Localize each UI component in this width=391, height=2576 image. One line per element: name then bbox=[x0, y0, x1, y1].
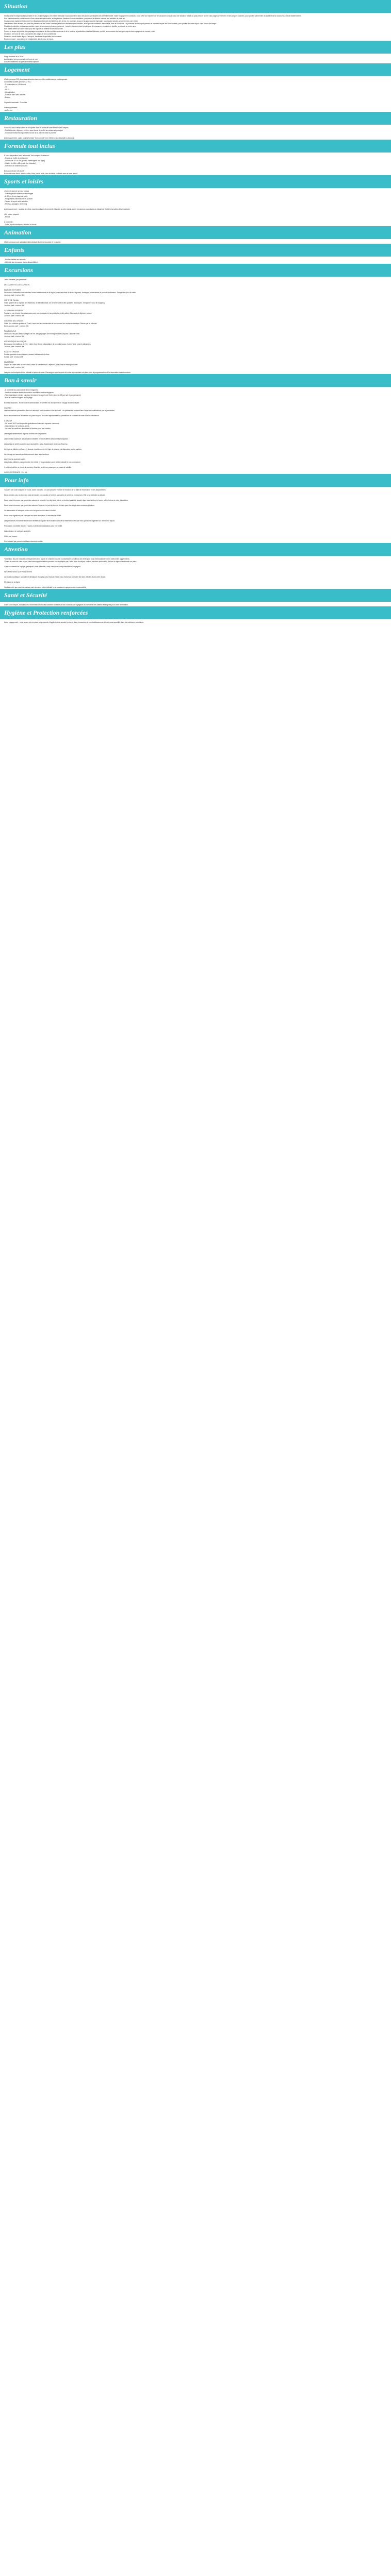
section-body-restauration bbox=[0, 127, 391, 140]
paragraph: Tous les prix sont indiqués en euros, taxes incluses. Les prix peuvent évoluer en fonction de la date de réservation et des disponibilités. bbox=[4, 489, 106, 491]
section-body-excursions bbox=[0, 279, 391, 374]
paragraph: AUTHENTIQUE MAJORQUE bbox=[4, 341, 27, 343]
paragraph: Environnement : zone calme et résidentielle, idéale pour le repos. bbox=[4, 38, 54, 40]
paragraph: La situation politique, sanitaire et climatique d'un pays peut évoluer. Nous vous invitons à consulter les sites officiels avant votre départ. bbox=[4, 576, 106, 578]
paragraph: - Les animaux ne sont pas admis. bbox=[4, 425, 30, 427]
paragraph: Nos hôtels offrent un cadre idéal pour les séjours de détente et de découverte. bbox=[4, 28, 63, 30]
paragraph: • En option payante bbox=[4, 213, 19, 215]
section-title-situation: Situation bbox=[0, 0, 391, 13]
paragraph: Le linge de toilette est fourni et changé régulièrement. Le linge de piscine est disponible contre caution. bbox=[4, 448, 82, 450]
section-title-securite: Santé et Sécurité bbox=[0, 589, 391, 602]
section-title-sports: Sports et loisirs bbox=[0, 175, 391, 188]
section-body-logement bbox=[0, 78, 391, 112]
paragraph: PRÉCISION IMPORTANTE : bbox=[4, 459, 26, 461]
paragraph: Veuillez noter que ces informations sont données à titre indicatif et ne sauraient engager notre responsabilité. bbox=[4, 586, 87, 588]
paragraph: - À 300 m d'une plage de sable bbox=[4, 195, 28, 197]
paragraph: Nous vous signalons que l'aéroport est situé à environ 30 minutes de l'hôtel. bbox=[4, 515, 62, 517]
paragraph: VISITE DE PALMA bbox=[4, 299, 19, 301]
paragraph: Les cartes de crédit suivantes sont acceptées : Visa, Mastercard, American Express. bbox=[4, 443, 68, 445]
paragraph: - Fitness, aquagym, stretching bbox=[4, 203, 27, 205]
paragraph: Avec supplément, optez pour la formule "tout compris" (en référence au descriptif ci-dessous). bbox=[4, 137, 75, 139]
paragraph: - Climatisation bbox=[4, 91, 15, 93]
paragraph: Journée, tarif : environ 35€ bbox=[4, 294, 25, 296]
paragraph: Prix indicatif par personne et base chambre double. bbox=[4, 540, 43, 543]
paragraph: Les informations présentées dans ce descriptif sont données à titre indicatif. Les prestations peuvent faire l'objet de modifications par le prestataire. bbox=[4, 410, 115, 412]
paragraph: - Programme d'animations en journée bbox=[4, 198, 33, 200]
paragraph: * Attention, les prix indiqués correspondent à un séjour en chambre double. Consultez les conditions de vente pour plus d'informations sur les tarifs et les suppléments. bbox=[4, 558, 130, 560]
paragraph: Avant votre départ, consultez les recommandations des autorités sanitaires et les conseils aux voyageurs du ministère des Affaires étrangères pour votre destination. bbox=[4, 604, 128, 606]
paragraph: L'hôtel propose 290 chambres décorées dans un style méditerranéen contemporain. bbox=[4, 78, 68, 80]
section-body-sports bbox=[0, 190, 391, 226]
paragraph: Les centres-villes animés, les ports de plaisance et les zones commerçantes sont facilement accessibles, ainsi que de nombreux restaurants, bars et boutiques. La proximité de l'aéroport permet un transfert rapide dès votre arrivée, pour profiter de votre séjour sans perdre de temps. bbox=[4, 23, 217, 25]
paragraph: Demi-journée, tarif : environ 40€ bbox=[4, 325, 29, 327]
paragraph: Distance : accès facile depuis l'aéroport, transferts disponibles sur demande. bbox=[4, 36, 62, 38]
paragraph: Journée, tarif : environ 60€ bbox=[4, 366, 25, 368]
paragraph: Nous vous informons que, pour des raisons d'hygiène, le port du bonnet de bain peut être exigé dans certaines piscines. bbox=[4, 504, 95, 506]
paragraph: Visite des célèbres grottes du Drach, avec ses lacs souterrains et son concert de musique classique. Retour par la côte est. bbox=[4, 323, 97, 325]
paragraph: - Grande piscine extérieure aménagée bbox=[4, 193, 34, 195]
paragraph: - Accès à certaines installations selon conditions météorologiques bbox=[4, 392, 54, 394]
section-title-attention: Attention bbox=[0, 543, 391, 556]
paragraph: L'hôtel propose une animation internationale légère en journée et en soirée. bbox=[4, 241, 61, 243]
hotel-description-page bbox=[0, 0, 391, 629]
paragraph: MAJORQUE bbox=[4, 361, 14, 363]
paragraph: Tarifs indicatifs, par personne bbox=[4, 279, 26, 281]
paragraph: - Lit bébé (sur demande, selon disponibilités) bbox=[4, 261, 38, 263]
section-title-plage: Les plus bbox=[0, 41, 391, 54]
paragraph: Les animaux ne sont pas acceptés. bbox=[4, 530, 31, 532]
paragraph: Personnes à mobilité réduite : l'accès à certaines installations peut être limité. bbox=[4, 525, 63, 527]
paragraph: Journée, tarif : environ 55€ bbox=[4, 335, 25, 337]
paragraph: - Balcon bbox=[4, 96, 11, 98]
section-title-restauration: Restauration bbox=[0, 112, 391, 125]
paragraph: Capacité maximale : 3 adultes bbox=[4, 101, 27, 104]
section-title-hygiene: Hygiène et Protection renforcées bbox=[0, 606, 391, 619]
section-title-excursions: Excursions bbox=[0, 264, 391, 277]
paragraph: Journée, tarif : environ 65€ bbox=[4, 315, 25, 317]
paragraph: - Un accès Wi-Fi est disponible gratuitement dans les espaces communs. bbox=[4, 422, 60, 425]
paragraph: - Pas de chaises longues sur la plage bbox=[4, 397, 32, 399]
paragraph: - 2 lits simples ou 1 lit double bbox=[4, 83, 26, 86]
paragraph: GROTTES DEL DRACH bbox=[4, 320, 23, 322]
paragraph: Nos établissements sont entourés d'une nature exceptionnelle, entre pinèdes, falaises et eaux cristallines, propices à la détente comme aux activités de plein air. bbox=[4, 18, 125, 20]
section-body-enfants bbox=[0, 259, 391, 264]
paragraph: Avec supplément : bbox=[4, 107, 19, 109]
paragraph: - Wi-Fi bbox=[4, 89, 9, 91]
paragraph: Situation : en bord de mer, à proximité des plages et des commerces. bbox=[4, 33, 57, 35]
paragraph: TOUR DE L'ÎLE bbox=[4, 330, 17, 332]
paragraph: - À proximité du parc naturel de la Dragonera bbox=[4, 389, 38, 391]
paragraph: Situés dans les régions des Baléares et du Levant espagnol, les hôtels Iberostar vous accueillent dans des zones privilégiées de la Méditerranée. Notre engagement consiste à vous offrir une expérience de vacances unique avec une situation idéale au plus près de la mer, des plages préservées et des criques cachées, pour profiter pleinement du soleil et de la douceur du climat méditerranéen. bbox=[4, 15, 302, 17]
paragraph: - Sélection de boissons locales bbox=[4, 165, 28, 167]
paragraph: RANCHO GRANDE bbox=[4, 351, 20, 353]
paragraph: Situation privilégiée, plages accessibles à pied, environnement naturel préservé : tous les éléments sont réunis pour des vacances réussies en famille, en couple ou entre amis. bbox=[4, 25, 137, 27]
paragraph: CODE RÉFÉRENCE : 294 VA bbox=[4, 471, 27, 473]
paragraph: La restauration à l'aéroport ou en vol n'est pas incluse dans le forfait. bbox=[4, 510, 56, 512]
paragraph: Les photos utilisées pour présenter les hôtels et les prestations sont à titre indicatif et non contractuel. bbox=[4, 461, 81, 463]
paragraph: * Dans le cadre de votre séjour, des frais supplémentaires peuvent être appliqués par l'hôtel (taxe de séjour, caution, services optionnels). Ils sont à régler directement sur place. bbox=[4, 561, 137, 563]
paragraph: Vous pourrez également découvrir les villages traditionnels de l'intérieur des terres, les marchés locaux et la gastronomie régionale, à quelques minutes seulement de votre hôtel. bbox=[4, 20, 138, 22]
paragraph: Les normes locales de classification hôtelière peuvent différer des normes françaises. bbox=[4, 438, 69, 440]
paragraph: CATAMARAN EXPRESS bbox=[4, 310, 23, 312]
paragraph: Nous recommandons de vérifier sur place auprès de votre représentant les prestations et horaires de votre hôtel ou résidence. bbox=[4, 415, 100, 417]
paragraph: À proximité : bbox=[4, 221, 14, 223]
paragraph: Bonnes vacances : Nous vous recommandons de vérifier vos documents de voyage avant le départ. bbox=[4, 402, 80, 404]
paragraph: Notre engagement : nous avons mis en place un protocole d'hygiène et de sécurité renforcé dans l'ensemble de nos établissements afin de vous accueillir dans les meilleures conditions. bbox=[4, 621, 144, 623]
paragraph: Plage de sable fin à 50 m bbox=[4, 56, 24, 58]
paragraph: - Petit déjeuner, déjeuner et dîner sous forme de buffet au restaurant principal bbox=[4, 129, 63, 131]
paragraph: Soirée, tarif : environ 55€ bbox=[4, 356, 23, 358]
section-body-formule bbox=[0, 155, 391, 175]
paragraph: Prenez le temps de profiter des paysages uniques de la côte méditerranéenne et de la lumière si particulière des îles Baléares, qui fait la renommée de la région auprès des voyageurs du monde entier. bbox=[4, 30, 156, 32]
section-body-bon-a-savoir bbox=[0, 389, 391, 474]
paragraph: Soirée spectacle avec chevaux, danses folkloriques et dîner. bbox=[4, 353, 50, 355]
paragraph: * Les documents de voyage (passeport, carte d'identité, visa) sont sous la responsabilité du voyageur. bbox=[4, 566, 81, 568]
paragraph: Avec supplément : location de vélos, sports nautiques à proximité (planche à voile, kayak, voile), excursions organisées au départ de l'hôtel (réservation à la réception). bbox=[4, 208, 131, 210]
paragraph: - Goûter de 16h à 18h (café, thé, biscuits) bbox=[4, 162, 36, 164]
paragraph: • Compris dans le prix du voyage bbox=[4, 190, 29, 192]
paragraph: Nous vous informons que, pour des raisons de sécurité, les objets de valeur ne doivent pas être laissés dans les chambres et qu'un coffre-fort est à votre disposition. bbox=[4, 499, 128, 501]
section-title-animation: Animation bbox=[0, 226, 391, 239]
paragraph: Important : bbox=[4, 407, 12, 409]
paragraph: - Golfs, sports nautiques, balades à cheval bbox=[4, 224, 37, 226]
paragraph: - Snacks de 11h à 18h (pizzas, hamburgers, hot dogs) bbox=[4, 160, 45, 162]
paragraph: Hôtel non fumeur. bbox=[4, 535, 18, 537]
paragraph: Les prix sont indiqués à titre indicatif et peuvent varier. Renseignez-vous auprès de notre représentant sur place pour la programmation et la réservation des excursions. bbox=[4, 371, 131, 374]
paragraph: - Taxe touristique à régler sur place directement auprès de l'hôtel (environ 2€ par nuit et par personne) bbox=[4, 394, 82, 396]
paragraph: Partez en mer à bord d'un catamaran pour une excursion le long des plus belles côtes. Baignade et déjeuner à bord. bbox=[4, 312, 92, 314]
paragraph: - Terrain de sport multi-activités bbox=[4, 200, 28, 202]
section-title-logement: Logement bbox=[0, 63, 391, 76]
paragraph: Journée, tarif : environ 45€ bbox=[4, 304, 25, 307]
section-title-pour-info: Pour info bbox=[0, 474, 391, 487]
paragraph: Savourez une cuisine variée et de qualité dans le cadre de votre formule tout compris. bbox=[4, 127, 69, 129]
section-title-formule: Formule tout inclus bbox=[0, 140, 391, 152]
paragraph: Le ménage est assuré quotidiennement dans les chambres. bbox=[4, 453, 50, 455]
paragraph: Découvrez l'animation des marchés locaux traditionnels de la région, avec ses étals de fruits, légumes, fromages, charcuteries et produits artisanaux. Temps libre pour la visite. bbox=[4, 292, 136, 294]
paragraph: - TV bbox=[4, 86, 8, 88]
paragraph: Les règles sanitaires en vigueur doivent être respectées. bbox=[4, 433, 47, 435]
paragraph: - Snacks et boissons disponibles au bar de la piscine dans la journée bbox=[4, 132, 56, 134]
paragraph: INFORMATIONS AUX VOYAGEURS bbox=[4, 571, 32, 573]
paragraph: Boissons sans alcool, bières, cafés, thés, jus de fruits, vins de table, cocktails avec et sans alcool. bbox=[4, 173, 78, 175]
paragraph: Dans certains cas, la réception peut demander une caution à l'arrivée, par carte de crédit ou en espèces. Elle sera restituée au départ. bbox=[4, 494, 105, 496]
paragraph: À votre disposition avec la formule Tout compris ci-dessous : bbox=[4, 155, 50, 157]
paragraph: - Billard bbox=[4, 216, 10, 218]
section-body-situation bbox=[0, 15, 391, 41]
paragraph: DÉCOUVERTE À L'EXCURSION bbox=[4, 284, 29, 286]
paragraph: Accueil chaleureux du personnel francophone bbox=[4, 61, 39, 63]
paragraph: Chambres doubles (environ 22 m²) : bbox=[4, 81, 31, 83]
paragraph: Il est impératif de se munir de sa carte d'identité ou de son passeport en cours de validité. bbox=[4, 466, 72, 468]
section-title-bon-a-savoir: Bon à savoir bbox=[0, 374, 391, 387]
paragraph: Découvrez les traditions de l'île : visite d'une ferme, dégustation de produits locaux, huile d'olive, vins et pâtisseries. bbox=[4, 343, 91, 345]
paragraph: MARCHÉ ET FOIRES bbox=[4, 289, 21, 291]
section-body-hygiene bbox=[0, 621, 391, 624]
paragraph: À SAVOIR bbox=[4, 420, 12, 422]
paragraph: - coffre-fort bbox=[4, 109, 13, 111]
paragraph: Les personnes à mobilité réduite sont invitées à signaler leur situation lors de la réservation afin que nous puissions organiser au mieux leur séjour. bbox=[4, 520, 115, 522]
paragraph: Accès direct à la promenade du bord de mer bbox=[4, 58, 38, 60]
paragraph: - Salle de bain avec douche bbox=[4, 94, 25, 96]
section-body-attention bbox=[0, 558, 391, 589]
paragraph: Journée, tarif : environ 50€ bbox=[4, 346, 25, 348]
paragraph: Départ de l'hôtel vers la côte ouest, visite de Valldemossa, déjeuner, puis Deià et retour par Sóller. bbox=[4, 364, 78, 366]
paragraph: Bars ouverts de 10h à 23h : bbox=[4, 170, 25, 172]
section-title-enfants: Enfants bbox=[0, 244, 391, 257]
paragraph: - La carte de crédit est demandée à l'arrivée pour une caution. bbox=[4, 428, 51, 430]
section-body-pour-info bbox=[0, 489, 391, 543]
paragraph: Découvrez les plus beaux villages de l'île, ses paysages de montagne et ses criques. Déjeuner libre. bbox=[4, 333, 80, 335]
paragraph: Ministère de la Santé bbox=[4, 581, 20, 583]
paragraph: Visite guidée de la capitale des Baléares, de sa cathédrale, de la vieille ville et des quartiers historiques. Temps libre pour le shopping. bbox=[4, 302, 105, 304]
paragraph: - Piscine dédiée aux enfants bbox=[4, 259, 26, 261]
paragraph: - Repas au buffet du restaurant bbox=[4, 157, 28, 159]
section-body-plage bbox=[0, 56, 391, 63]
